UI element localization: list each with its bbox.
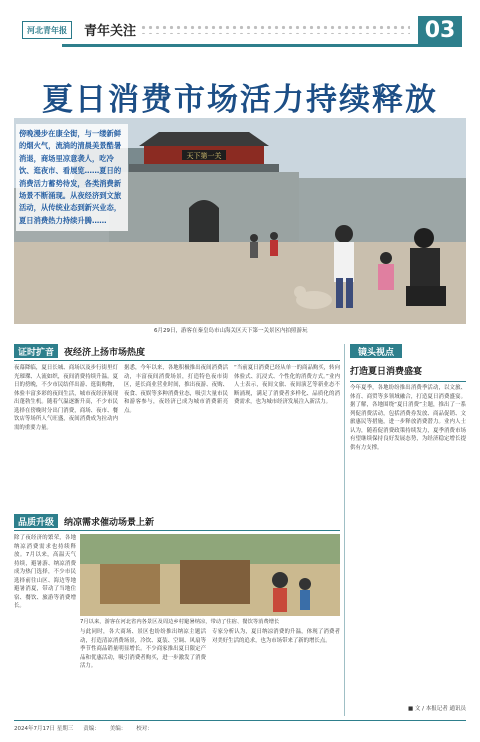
article-1-col-3: “当前夏日消费已经从单一的商品购买，转向体验式、沉浸式、个性化的消费方式。”业内人士表示，夜间文旅、夜间演艺等新业态不断涌现，满足了消费者多样化、品质化的消费需求，也为城市经济发展注入新活力。 — [234, 365, 340, 405]
sidebar-rule — [350, 381, 466, 382]
article-2-tag: 品质升级 — [14, 514, 58, 528]
column-divider — [344, 344, 345, 716]
article-1-col-1: 夜幕降临，夏日长城、商场以及步行街里灯光璀璨、人流如织，夜间消费持续升温。夏日的傍晚，不少市民结伴出游、逛街购物，体验丰富多彩的夜间生活，城市夜经济展现出蓬勃生机。随着气温逐渐升高，不少市民选择在傍晚时分出门消费，商场、夜市、餐饮店等场所人气旺盛，夜间消费成为拉动内需的重要力量。 — [14, 365, 118, 431]
article-1-col-2: 据悉，今年以来，各地积极推出夜间消费活动，丰富夜间消费场景，打造特色夜市街区，延长商业营业时间，推出夜游、夜购、夜食、夜娱等多种消费业态，吸引大量市民和游客参与，夜经济已成为城市消费新亮点。 — [124, 365, 228, 414]
sidebar-title: 打造夏日消费盛宴 — [350, 367, 423, 377]
article-1-rule — [14, 360, 340, 361]
article-2-photo — [80, 534, 340, 616]
header-rule — [62, 44, 462, 47]
article-1-tag: 证时扩音 — [14, 344, 58, 358]
main-headline: 夏日消费市场活力持续释放 — [42, 82, 438, 118]
article-2-col-2: 与此同时，各大商场、景区也纷纷推出纳凉主题活动，打造清凉消费场景，冷饮、夏装、空调、风扇等季节性商品销量明显增长。不少商家推出夏日限定产品和优惠活动，吸引消费者购买，进一步激发了消费活力。 — [80, 629, 206, 669]
footer-date: 2024年7月17日 星期三 — [14, 726, 74, 732]
article-2-title: 纳凉需求催动场景上新 — [64, 517, 155, 528]
page-footer — [14, 722, 466, 734]
sidebar-header — [350, 344, 466, 382]
photo-caption: 6月29日，游客在秦皇岛市山海关区天下第一关景区内拍照游玩 — [154, 328, 308, 334]
section-name: 青年关注 — [84, 24, 137, 39]
sidebar-body: 今年夏季，各地纷纷推出消费季活动，以文旅、体育、商贸等多领域融合，打造夏日消费盛宴。据了解，各地围绕“夏日消费”主题，推出了一系列促消费活动，包括消费券发放、商品促销、文旅惠民等措施，进一步释放消费潜力。业内人士认为，随着促消费政策持续发力，夏季消费市场有望继续保持良好发展态势，为经济稳定增长提供有力支撑。 — [350, 385, 466, 451]
footer-designer: 美编： — [109, 726, 127, 732]
summer-scene-photo — [80, 534, 340, 616]
article-2-col-1: 除了夜经济的繁荣，各地纳凉消费需求也持续释放。7月以来，高温天气持续，避暑游、纳凉消费成为热门选择，不少市民选择前往山区、海边等地避暑消夏，带动了当地住宿、餐饮、旅游等消费增长。 — [14, 535, 76, 609]
article-1-header — [14, 344, 340, 361]
article-2-rule — [14, 530, 340, 531]
footer-editor: 责编： — [83, 726, 100, 732]
sidebar-credit: ■ 文 / 本报记者 通讯员 — [407, 706, 466, 712]
article-1-title: 夜经济上扬市场热度 — [64, 347, 146, 358]
footer-rule — [14, 720, 466, 721]
article-2-header — [14, 514, 340, 531]
article-2-col-3: 专家分析认为，夏日纳凉消费的升温，体现了消费者对美好生活的追求，也为市场带来了新的增长点。 — [212, 629, 340, 644]
lead-paragraph: 傍晚漫步在康全街，与一缕新鲜的烟火气，流淌的清晨美景酷暑消退，商场里凉意袭人，吃冷饮、逛夜市、看展览……夏日的消费活力蓄势待发，各类消费新场景不断涌现。从夜经济到文旅活动，从传统业态到新兴业态，夏日消费热力持续升腾…… — [16, 124, 128, 231]
gate-sign-text: 天下第一关 — [186, 152, 222, 160]
decorative-dots — [140, 24, 410, 34]
page-header — [0, 0, 480, 54]
sidebar-tag: 镜头视点 — [350, 344, 402, 358]
article-2-photo-caption: 7月以来，游客在河北省内各景区及周边乡村避暑纳凉，带动了住宿、餐饮等消费增长 — [80, 619, 280, 625]
page-number: 03 — [418, 16, 462, 44]
newspaper-logo: 河北青年报 — [22, 21, 72, 39]
footer-proofreader: 校对： — [136, 726, 153, 732]
